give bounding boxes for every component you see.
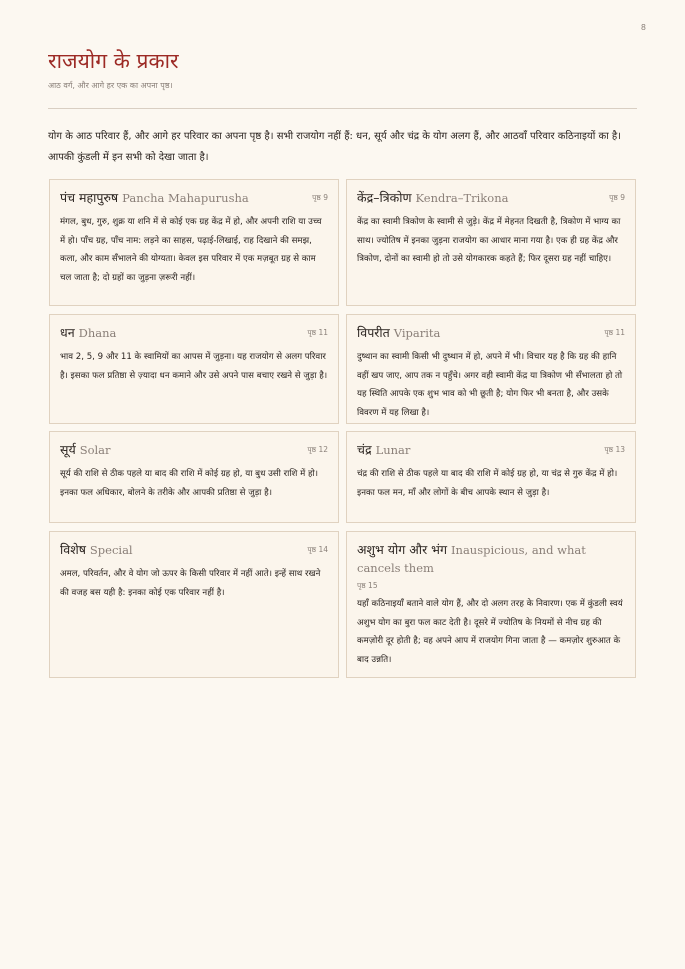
card-title-english: Kendra–Trikona — [415, 191, 509, 205]
card-body: यहाँ कठिनाइयाँ बताने वाले योग हैं, और दो अलग तरह के निवारण। एक में कुंडली स्वयं अशुभ योग का बुरा फल काट देती है। दूसरे में ज्योतिष के नियमों से नीच ग्रह की कमज़ोरी दूर होती है; वह अपने आप में राजयोग गिना जाता है — कमज़ोर शुरुआत के बाद उन्नति। — [357, 599, 623, 665]
card-header — [60, 541, 328, 559]
card-pancha-mahapurusha — [49, 179, 339, 306]
card-title — [60, 541, 133, 559]
card-title-english: Dhana — [78, 326, 117, 340]
card-page-ref: पृष्ठ 15 — [357, 581, 378, 590]
card-header — [357, 441, 625, 459]
card-dhana — [49, 314, 339, 424]
card-title-hindi: अशुभ योग और भंग — [357, 542, 448, 557]
card-title — [357, 189, 508, 207]
card-title-hindi: पंच महापुरुष — [60, 190, 119, 205]
page-subtitle: आठ वर्ग, और आगे हर एक का अपना पृष्ठ। — [48, 81, 173, 90]
card-header — [60, 189, 328, 207]
card-title-hindi: विशेष — [60, 542, 86, 557]
card-body: केंद्र का स्वामी त्रिकोण के स्वामी से जुड़े। केंद्र में मेहनत दिखती है, त्रिकोण में भाग्य का साथ। ज्योतिष में इनका जुड़ना राजयोग का आधार माना गया है। एक ही ग्रह केंद्र और त्रिकोण, दोनों का स्वामी हो तो उसे योगकारक कहते हैं; फिर दूसरा ग्रह नहीं चाहिए। — [357, 217, 621, 264]
card-title-english: Special — [89, 543, 133, 557]
card-lunar — [346, 431, 636, 523]
card-kendra-trikona — [346, 179, 636, 306]
card-title-english: Solar — [79, 443, 111, 457]
card-title-hindi: चंद्र — [357, 442, 372, 457]
card-header — [357, 324, 625, 342]
card-viparita — [346, 314, 636, 424]
card-page-ref: पृष्ठ 12 — [307, 445, 328, 454]
card-body: सूर्य की राशि से ठीक पहले या बाद की राशि में कोई ग्रह हो, या बुध उसी राशि में हो। इनका फल अधिकार, बोलने के तरीके और आपकी प्रतिष्ठा से जुड़ा है। — [60, 469, 319, 498]
card-title — [60, 189, 249, 207]
card-inauspicious — [346, 531, 636, 678]
card-title — [60, 324, 116, 342]
card-body: भाव 2, 5, 9 और 11 के स्वामियों का आपस में जुड़ना। यह राजयोग से अलग परिवार है। इसका फल प्रतिष्ठा से ज़्यादा धन कमाने और उसे अपने पास बचाए रखने से जुड़ा है। — [60, 352, 328, 381]
card-title-english: Pancha Mahapurusha — [122, 191, 249, 205]
card-body: चंद्र की राशि से ठीक पहले या बाद की राशि में कोई ग्रह हो, या चंद्र से गुरु केंद्र में हो। इनका फल मन, माँ और लोगों के बीच आपके स्थान से जुड़ा है। — [357, 469, 618, 498]
header-divider — [48, 108, 637, 109]
card-body: दुष्थान का स्वामी किसी भी दुष्थान में हो, अपने में भी। विचार यह है कि ग्रह की हानि वहीं खप जाए, आप तक न पहुँचे। अगर वही स्वामी केंद्र या त्रिकोण भी सँभालता हो तो यह स्थिति आपके एक शुभ भाव को भी छूती है; योग फिर भी बनता है, और उसके विवरण में यह लिखा है। — [357, 352, 623, 418]
card-page-ref: पृष्ठ 11 — [307, 328, 328, 337]
card-title-english: Lunar — [375, 443, 411, 457]
card-page-ref: पृष्ठ 11 — [604, 328, 625, 337]
card-page-ref: पृष्ठ 14 — [307, 545, 328, 554]
card-page-ref: पृष्ठ 13 — [604, 445, 625, 454]
card-header — [60, 324, 328, 342]
card-solar — [49, 431, 339, 523]
card-title — [357, 324, 440, 342]
page-title: राजयोग के प्रकार — [48, 49, 179, 73]
card-title-hindi: केंद्र–त्रिकोण — [357, 190, 412, 205]
page-number: 8 — [640, 23, 646, 32]
card-title-hindi: सूर्य — [60, 442, 76, 457]
card-body: अमल, परिवर्तन, और वे योग जो ऊपर के किसी परिवार में नहीं आते। इन्हें साथ रखने की वजह बस यही है: इनका कोई एक परिवार नहीं है। — [60, 569, 321, 598]
card-title — [60, 441, 111, 459]
card-body: मंगल, बुध, गुरु, शुक्र या शनि में से कोई एक ग्रह केंद्र में हो, और अपनी राशि या उच्च में हो। पाँच ग्रह, पाँच नाम: लड़ने का साहस, पढ़ाई-लिखाई, राह दिखाने की समझ, कला, और काम सँभालने की योग्यता। केवल इस परिवार में एक मज़बूत ग्रह से काम चल जाता है; दो ग्रहों का जुड़ना ज़रूरी नहीं। — [60, 217, 322, 283]
card-title-english: Inauspicious, and what cancels them — [357, 543, 586, 575]
card-title — [357, 541, 625, 577]
card-page-ref: पृष्ठ 9 — [609, 193, 625, 202]
card-title — [357, 441, 410, 459]
card-title-hindi: धन — [60, 325, 75, 340]
intro-paragraph: योग के आठ परिवार हैं, और आगे हर परिवार का अपना पृष्ठ है। सभी राजयोग नहीं हैं: धन, सूर्य और चंद्र के योग अलग हैं, और आठवाँ परिवार कठिनाइयों का है। आपकी कुंडली में इन सभी को देखा जाता है। — [48, 131, 622, 163]
card-page-ref: पृष्ठ 9 — [312, 193, 328, 202]
card-special — [49, 531, 339, 678]
card-title-hindi: विपरीत — [357, 325, 390, 340]
card-header — [357, 189, 625, 207]
card-header — [60, 441, 328, 459]
card-title-english: Viparita — [393, 326, 441, 340]
